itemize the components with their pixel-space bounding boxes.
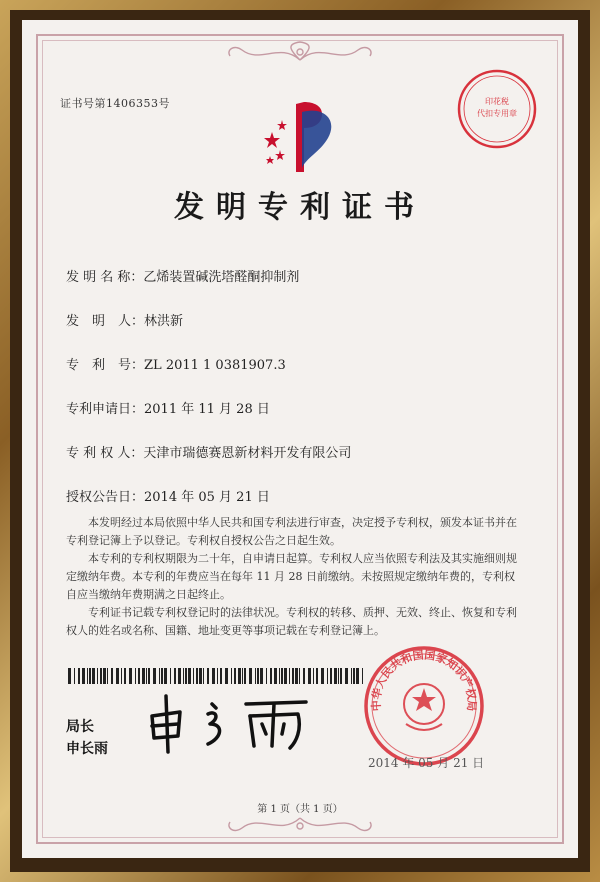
barcode-icon (68, 668, 368, 684)
grant-date-value: 2014 年 05 月 21 日 (144, 490, 270, 505)
invention-name-row (66, 266, 299, 285)
patent-number-row (66, 354, 286, 373)
patent-number-value: ZL 2011 1 0381907.3 (144, 358, 286, 373)
filing-date-row (66, 398, 270, 417)
signer-name: 申长雨 (66, 741, 108, 757)
svg-text:代扣专用章: 代扣专用章 (477, 109, 517, 118)
certificate-body (66, 514, 524, 640)
certificate-number: 证书号第1406353号 (60, 97, 170, 110)
grant-date-row (66, 486, 270, 505)
svg-text:中华人民共和国国家知识产权局: 中华人民共和国国家知识产权局 (369, 648, 479, 712)
patentee-value: 天津市瑞德赛恩新材料开发有限公司 (143, 446, 352, 461)
tax-stamp-icon (456, 68, 538, 150)
svg-text:印花税: 印花税 (485, 97, 509, 106)
patent-number-label: 专 利 号： (66, 358, 145, 373)
inventor-value: 林洪新 (144, 314, 184, 329)
patentee-row (66, 442, 351, 461)
body-paragraph: 本专利的专利权期限为二十年，自申请日起算。专利权人应当依照专利法及其实施细则规定缴纳年费。本专利的年费应当在每年 11 月 28 日前缴纳。未按照规定缴纳年费的，专利权自应当缴纳年费期满之日起终止。 (66, 552, 517, 601)
grant-date-label: 授权公告日： (66, 490, 145, 505)
invention-name-value: 乙烯装置碱洗塔醛酮抑制剂 (143, 270, 300, 285)
signature-icon (146, 690, 316, 754)
official-seal-icon (362, 644, 486, 768)
invention-name-label: 发 明 名 称： (66, 270, 144, 285)
page-number: 第 1 页（共 1 页） (257, 804, 343, 815)
inventor-row (66, 310, 183, 329)
seal-date: 2014 年 05 月 21 日 (368, 756, 485, 770)
body-paragraph: 专利证书记载专利权登记时的法律状况。专利权的转移、质押、无效、终止、恢复和专利权人的姓名或名称、国籍、地址变更等事项记载在专利登记簿上。 (66, 606, 517, 637)
body-paragraph: 本发明经过本局依照中华人民共和国专利法进行审查，决定授予专利权，颁发本证书并在专利登记簿上予以登记。专利权自授权公告之日起生效。 (66, 516, 517, 547)
patentee-label: 专 利 权 人： (66, 446, 144, 461)
top-ornament-icon (220, 40, 380, 66)
signer-title: 局长 (66, 719, 94, 735)
certificate-title: 发明专利证书 (174, 190, 426, 225)
patent-office-logo-icon (258, 98, 342, 178)
filing-date-value: 2011 年 11 月 28 日 (144, 402, 270, 417)
bottom-ornament-icon (220, 812, 380, 838)
inventor-label: 发 明 人： (66, 314, 145, 329)
filing-date-label: 专利申请日： (66, 402, 145, 417)
